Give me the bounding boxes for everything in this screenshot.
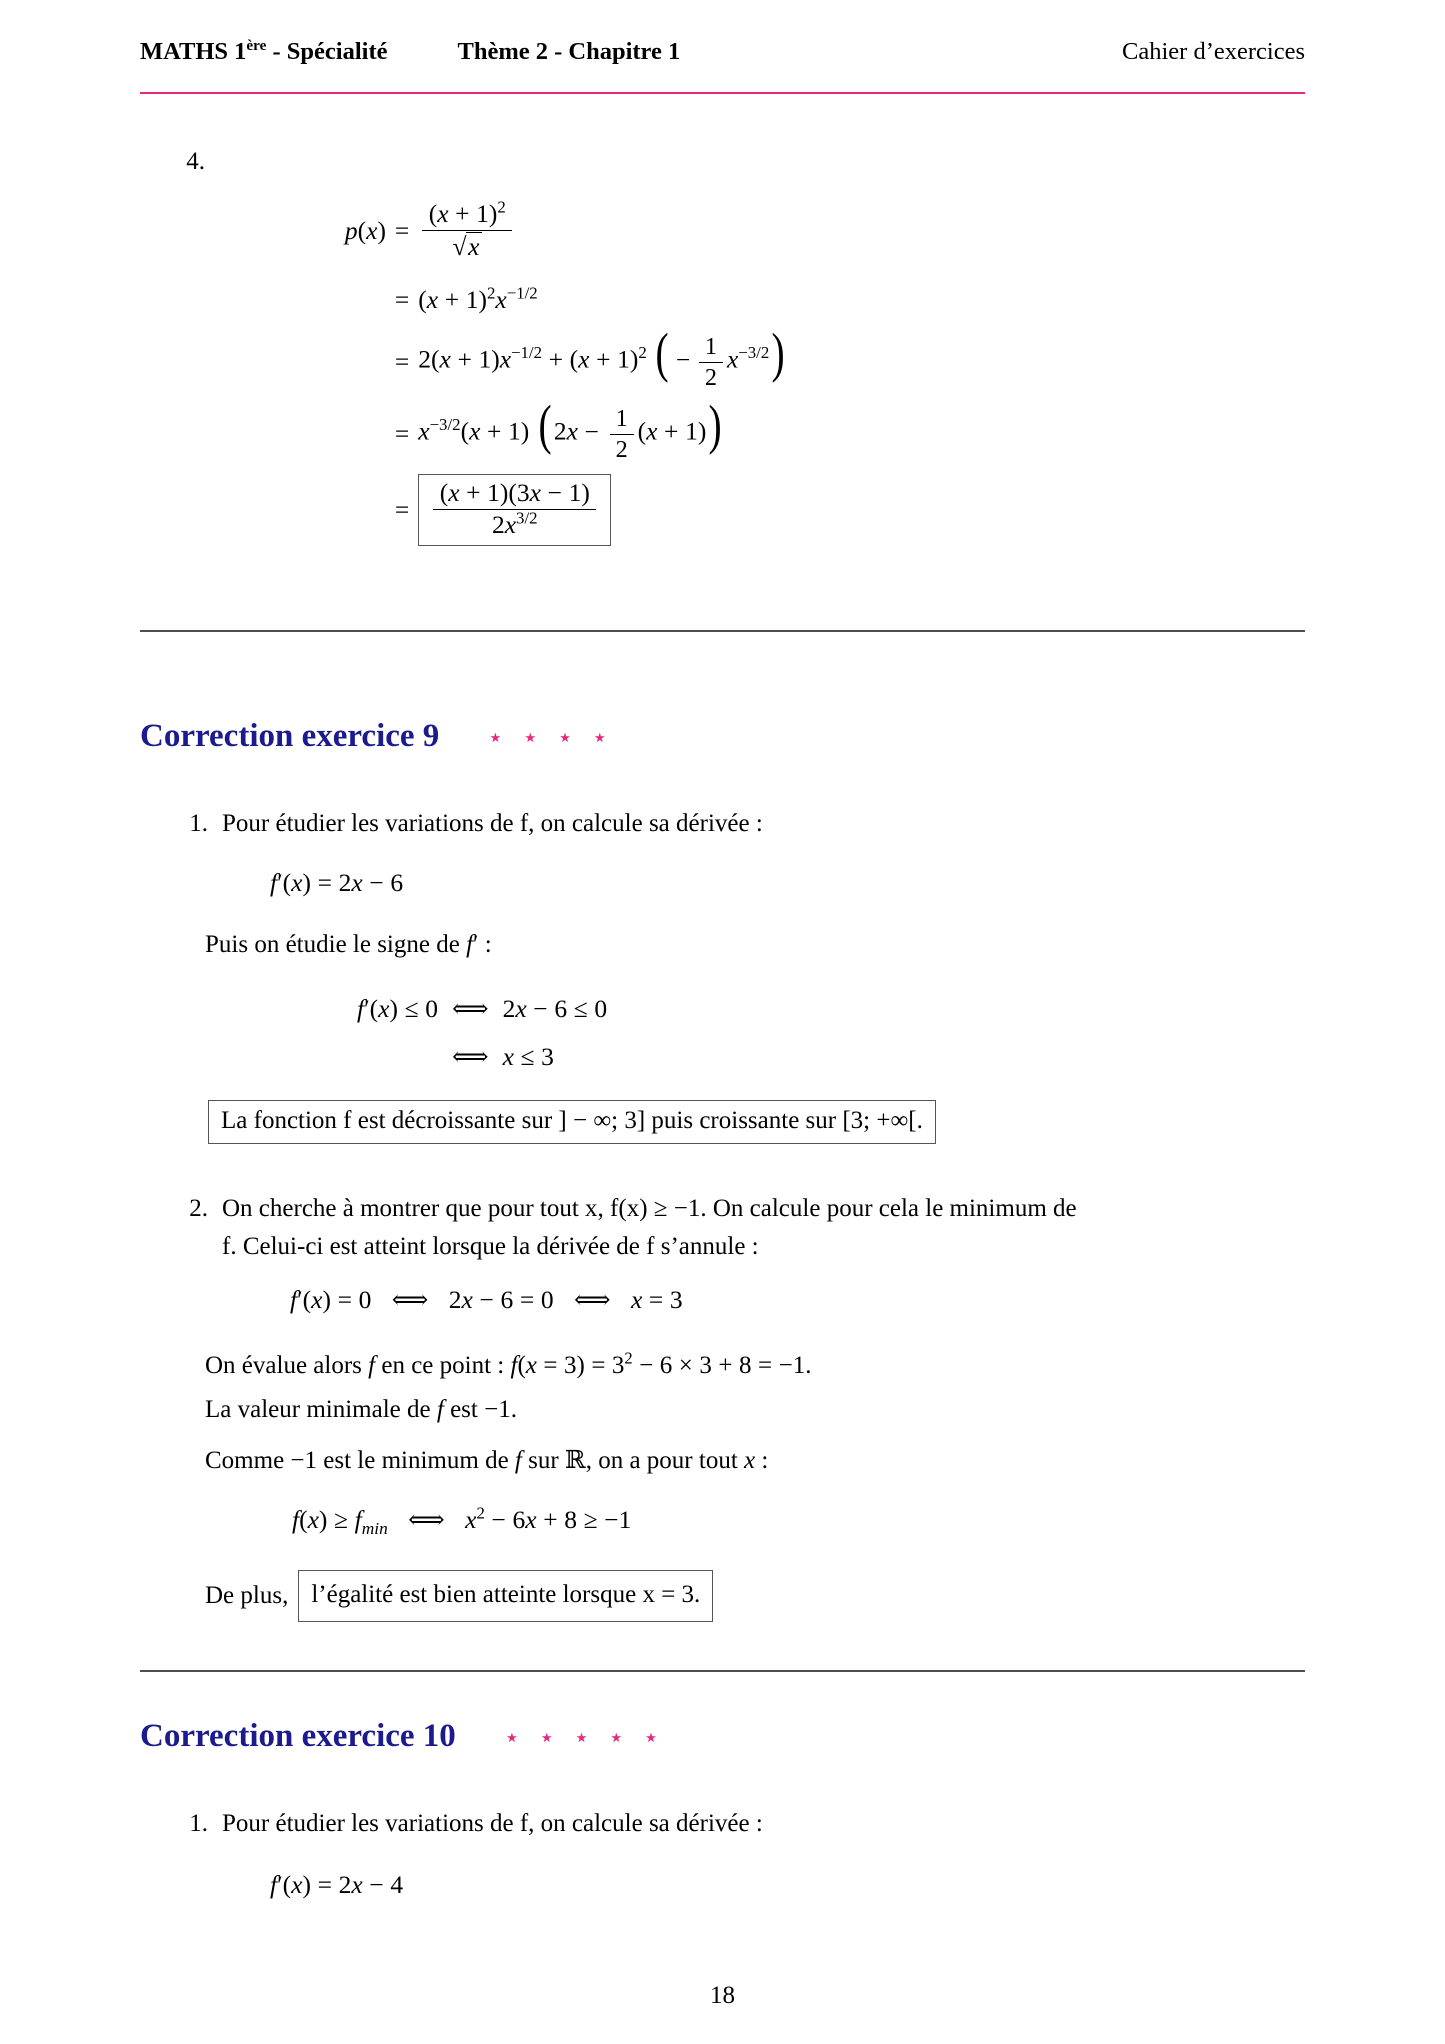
ex9-inequality-block [270, 985, 607, 1081]
ex9-inequality-line-2-relation: ⟺ [452, 1042, 489, 1071]
header-course-ordinal: ère [246, 36, 267, 54]
derivation-line-4 [268, 393, 788, 470]
ex9-item-1-text: Pour étudier les variations de f, on calcule sa dérivée : [222, 810, 763, 837]
derivation-line-1-relation: = [394, 216, 410, 245]
heading-exercice-10-label: Correction exercice 10 [140, 1718, 456, 1754]
ex9-inequality-line-2-rhs: x ≤ 3 [502, 1042, 554, 1071]
ex9-equation-derivative: f′(x) = 2x − 6 [270, 868, 404, 897]
ex10-item-1-text: Pour étudier les variations de f, on calcule sa dérivée : [222, 1810, 763, 1837]
ex9-boxed-equality: l’égalité est bien atteinte lorsque x = 3. [298, 1570, 713, 1622]
derivation-line-5 [268, 470, 788, 550]
ex10-equation-derivative: f′(x) = 2x − 4 [270, 1870, 404, 1899]
heading-exercice-9-label: Correction exercice 9 [140, 718, 440, 754]
derivation-line-1-lhs: p(x) [344, 216, 386, 245]
ex9-item-2-text-line1: On cherche à montrer que pour tout x, f(x) ≥ −1. On calcule pour cela le minimum de [222, 1195, 1077, 1222]
ex9-deplus-prefix: De plus, [205, 1582, 289, 1609]
header-booklet: Cahier d’exercices [1122, 38, 1305, 65]
header-course-main: MATHS 1 [140, 38, 247, 65]
ex9-boxed-variation: La fonction f est décroissante sur ] − ∞; 3] puis croissante sur [3; +∞[. [208, 1100, 936, 1144]
ex9-para-signe: Puis on étudie le signe de f′ : [205, 931, 492, 958]
derivation-line-3-relation: = [394, 347, 410, 376]
ex9-inequality-line-1-lhs: f′(x) ≤ 0 [357, 994, 438, 1023]
derivation-line-5-rhs [418, 474, 611, 545]
difficulty-stars-exercice-9: ⋆ ⋆ ⋆ ⋆ [487, 723, 614, 752]
header-course [140, 38, 387, 66]
derivation-line-5-relation: = [394, 495, 410, 524]
ex9-list-item-1 [168, 805, 1268, 843]
ex9-inequality-line-2 [270, 1033, 607, 1081]
derivation-p-of-x [268, 188, 788, 550]
derivation-line-4-rhs: $x^{-3/2}(x + 1)$ ( 2x − $\frac{1}{2}$ (x + 1)) [418, 393, 723, 463]
heading-correction-exercice-10 [140, 1718, 665, 1755]
difficulty-stars-exercice-10: ⋆ ⋆ ⋆ ⋆ ⋆ [503, 1723, 666, 1752]
ex10-item-1-number: 1. [189, 1810, 208, 1837]
ex9-inequality-line-1-relation: ⟺ [452, 994, 489, 1023]
list-item-4-number: 4. [186, 148, 205, 175]
page-number: 18 [710, 1982, 735, 2009]
header-rule [140, 92, 1305, 94]
derivation-line-4-relation: = [394, 419, 410, 448]
derivation-line-1 [268, 188, 788, 274]
ex10-list-item-1 [168, 1805, 1268, 1843]
boxed-result-p-derivative: $\frac{(x + 1)(3x - 1)}{2x^{3/2}}$ [418, 474, 611, 545]
derivation-line-3-rhs: $2(x + 1)x^{-1/2} + (x + 1)^2$ ( − $\frac{1}{2}$ $x^{-3/2}$) [418, 321, 785, 391]
ex9-item-2-text-line2: f. Celui-ci est atteint lorsque la dérivée de f s’annule : [222, 1232, 759, 1260]
header-course-rest: - Spécialité [266, 38, 388, 65]
running-header [140, 38, 1305, 84]
section-divider-2 [140, 1670, 1305, 1672]
ex9-equation-zero-derivative: f′(x) = 0 ⟺ 2x − 6 = 0 ⟺ x = 3 [290, 1285, 683, 1314]
ex9-boxed-variation-wrap [208, 1100, 936, 1144]
derivation-line-2-rhs: $(x + 1)^2x^{-1/2}$ [418, 283, 538, 314]
derivation-line-3 [268, 321, 788, 398]
ex9-inequality-line-1-rhs: 2x − 6 ≤ 0 [502, 994, 608, 1023]
ex9-deplus-row [205, 1570, 713, 1622]
ex9-item-1-number: 1. [189, 810, 208, 837]
header-chapter: Thème 2 - Chapitre 1 [457, 38, 681, 65]
heading-correction-exercice-9 [140, 718, 614, 755]
derivation-line-1-rhs: $\frac{(x + 1)^2}{√x}$ [418, 200, 516, 261]
ex9-para-evaluate: On évalue alors f en ce point : $f(x = 3) = 3^2 - 6 \times 3 + 8 = -1$. [205, 1348, 812, 1379]
ex9-item-2-number: 2. [189, 1195, 208, 1222]
ex9-equation-fmin: $f(x) \ge f_{min}$ ⟺ $x^2 - 6x + 8 \ge -1$ [292, 1503, 632, 1539]
ex9-inequality-line-1 [270, 985, 607, 1033]
ex9-list-item-2 [168, 1190, 1308, 1265]
derivation-line-2-relation: = [394, 285, 410, 314]
ex9-para-minimum-value: La valeur minimale de f est −1. [205, 1396, 517, 1423]
section-divider-1 [140, 630, 1305, 632]
derivation-line-2 [268, 274, 788, 326]
ex9-para-comme: Comme −1 est le minimum de f sur ℝ, on a pour tout x : [205, 1447, 769, 1474]
